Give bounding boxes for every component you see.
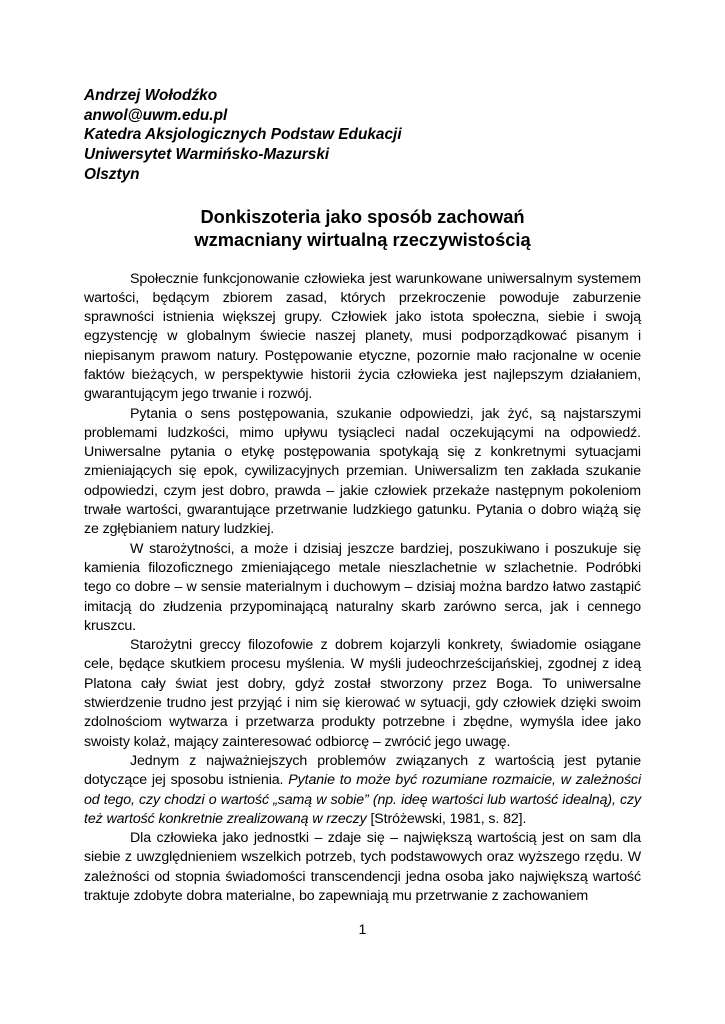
- author-block: [84, 86, 641, 185]
- page-number: 1: [358, 922, 367, 938]
- author-city: Olsztyn: [84, 165, 140, 183]
- paragraph-6: Dla człowieka jako jednostki – zdaje się – największą wartością jest on sam dla siebie z uwzględnieniem wszelkich potrzeb, tych podstawowych oraz wyższego rzędu. W zależności od stopnia świadomości transcendencji jedna osoba jako największą wartość traktuje zdobyte dobra materialne, bo zapewniają mu przetrwanie z zachowaniem: [84, 830, 641, 905]
- author-department: Katedra Aksjologicznych Podstaw Edukacji: [84, 126, 402, 144]
- paragraph-5-text: Jednym z najważniejszych problemów związanych z wartością jest pytanie dotyczące jej sposobu istnienia.: [84, 752, 641, 789]
- author-university: Uniwersytet Warmińsko-Mazurski: [84, 146, 330, 164]
- paragraph-5-citation: [Stróżewski, 1981, s. 82].: [366, 810, 527, 827]
- author-email: anwol@uwm.edu.pl: [84, 106, 228, 124]
- title-line-1: Donkiszoteria jako sposób zachowań: [200, 205, 525, 227]
- author-name: Andrzej Wołodźko: [84, 87, 218, 104]
- paragraph-4: Starożytni greccy filozofowie z dobrem kojarzyli konkrety, świadomie osiągane cele, będące skutkiem procesu myślenia. W myśli judeochrześcijańskiej, zgodnej z ideą Platona cały świat jest dobry, gdyż został stworzony przez Boga. To uniwersalne stwierdzenie trudno jest przyjąć i nim się kierować w sytuacji, gdy człowiek dzięki swoim zdolnościom wytwarza i przetwarza produkty potrzebne i zbędne, wymyśla idee jako swoisty kolaż, mający zainteresować odbiorcę – zwrócić jego uwagę.: [84, 637, 641, 750]
- title-line-2: wzmacniany wirtualną rzeczywistością: [194, 228, 531, 250]
- document-title: [84, 205, 641, 251]
- paragraph-5-quote: Pytanie to może być rozumiane rozmaicie, w zależności od tego, czy chodzi o wartość „samą w sobie” (np. ideę wartości lub wartość idealną), czy też wartość konkretnie zrealizowaną w rzeczy: [84, 772, 641, 827]
- paragraph-2: Pytania o sens postępowania, szukanie odpowiedzi, jak żyć, są najstarszymi problemami ludzkości, mimo upływu tysiącleci nadal oczekującymi na odpowiedź. Uniwersalne pytania o etykę postępowania spotykają się z konkretnymi sytuacjami zmieniających się epok, cywilizacyjnych przemian. Uniwersalizm ten zakłada szukanie odpowiedzi, czym jest dobro, prawda – jakie człowiek przekaże następnym pokoleniom trwałe wartości, gwarantujące przetrwanie ludzkiego gatunku. Pytania o dobro wiążą się ze zgłębianiem natury ludzkiej.: [84, 405, 641, 538]
- paragraph-1: Społecznie funkcjonowanie człowieka jest warunkowane uniwersalnym systemem wartości, będącym zbiorem zasad, których przekroczenie powoduje zaburzenie sprawności istnienia większej grupy. Człowiek jako istota społeczna, siebie i swoją egzystencję w globalnym świecie naszej planety, musi podporządkować pisanym i niepisanym prawom natury. Postępowanie etyczne, pozornie mało racjonalne w ocenie faktów bieżących, w perspektywie historii życia człowieka jest najlepszym działaniem, gwarantującym jego trwanie i rozwój.: [84, 270, 641, 403]
- paragraph-3: W starożytności, a może i dzisiaj jeszcze bardziej, poszukiwano i poszukuje się kamienia filozoficznego zmieniającego metale nieszlachetnie w szlachetnie. Podróbki tego co dobre – w sensie materialnym i duchowym – dzisiaj można bardzo łatwo zastąpić imitacją do złudzenia przypominającą naturalny skarb zarówno serca, jak i cennego kruszcu.: [84, 540, 641, 634]
- document-body: [84, 270, 641, 907]
- paragraph-5: [84, 752, 641, 829]
